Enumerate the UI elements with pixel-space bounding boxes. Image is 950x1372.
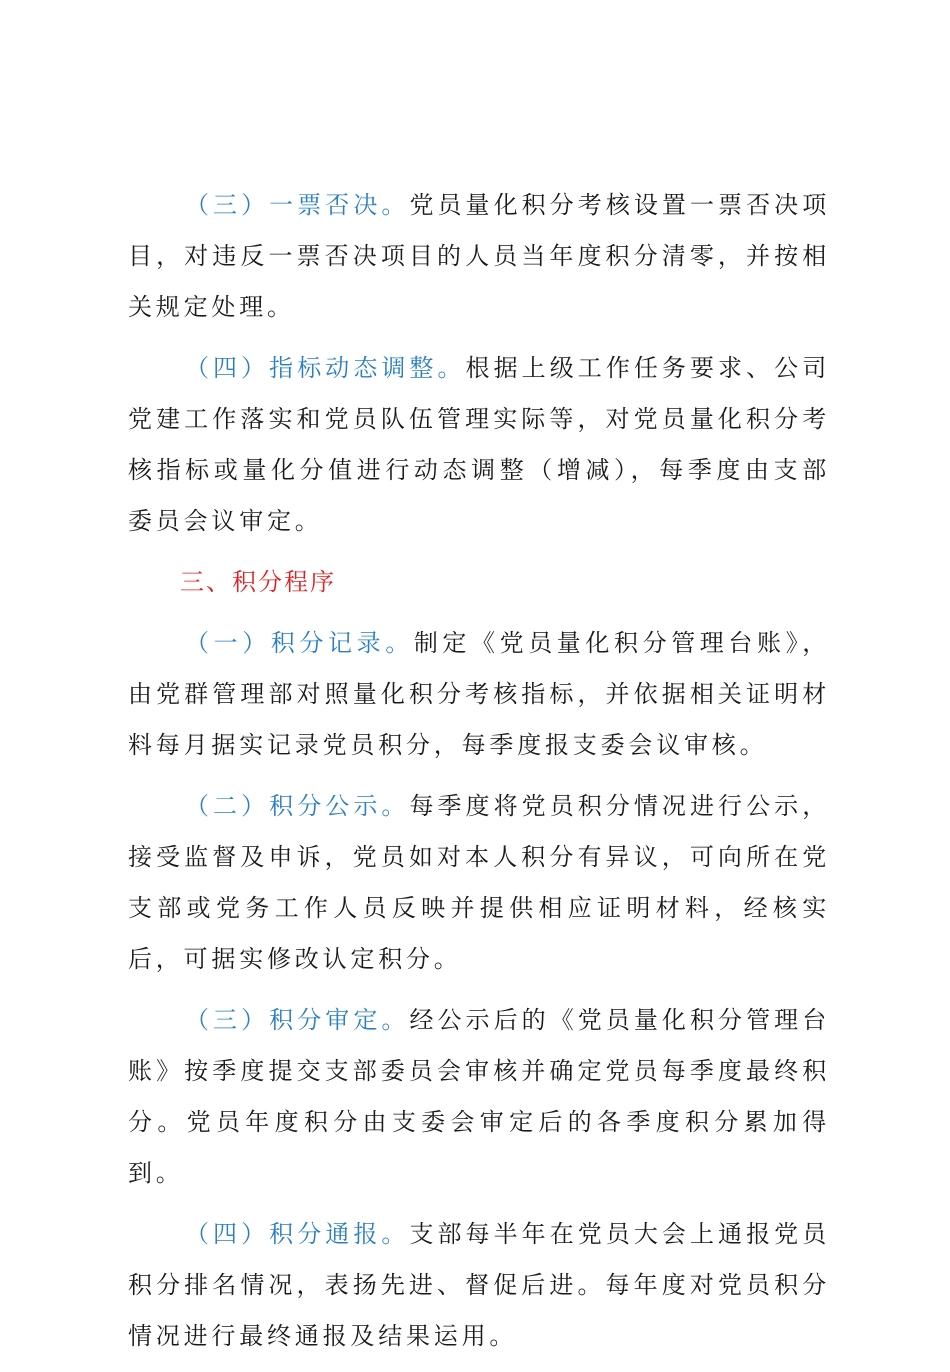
paragraph-veto xyxy=(128,180,830,333)
paragraph-body: 经公示后的《党员量化积分管理台账》按季度提交支部委员会审核并确定党员每季度最终积分。党员年度积分由支委会审定后的各季度积分累加得到。 xyxy=(128,1006,830,1187)
paragraph-lead: （四）积分通报。 xyxy=(185,1220,410,1248)
paragraph-lead: （一）积分记录。 xyxy=(185,629,414,657)
paragraph-body: 党员量化积分考核设置一票否决项目，对违反一票否决项目的人员当年度积分清零，并按相关规定处理。 xyxy=(128,191,830,321)
paragraph-points-report xyxy=(128,1209,830,1362)
paragraph-lead: （二）积分公示。 xyxy=(185,792,410,820)
paragraph-points-approval xyxy=(128,995,830,1199)
paragraph-body: 每季度将党员积分情况进行公示，接受监督及申诉，党员如对本人积分有异议，可向所在党支部或党务工作人员反映并提供相应证明材料，经核实后，可据实修改认定积分。 xyxy=(128,792,830,973)
paragraph-body: 支部每半年在党员大会上通报党员积分排名情况，表扬先进、督促后进。每年度对党员积分情况进行最终通报及结果运用。 xyxy=(128,1220,830,1350)
section-heading: 三、积分程序 xyxy=(180,568,336,596)
paragraph-lead: （三）积分审定。 xyxy=(185,1006,410,1034)
paragraph-points-publicity xyxy=(128,781,830,985)
paragraph-points-record xyxy=(128,618,830,771)
paragraph-lead: （三）一票否决。 xyxy=(185,191,410,219)
document-page xyxy=(128,180,830,1372)
paragraph-lead: （四）指标动态调整。 xyxy=(185,354,466,382)
paragraph-body: 根据上级工作任务要求、公司党建工作落实和党员队伍管理实际等，对党员量化积分考核指标或量化分值进行动态调整（增减），每季度由支部委员会议审定。 xyxy=(128,354,830,535)
paragraph-dynamic-adjustment xyxy=(128,343,830,547)
paragraph-body: 制定《党员量化积分管理台账》，由党群管理部对照量化积分考核指标，并依据相关证明材料每月据实记录党员积分，每季度报支委会议审核。 xyxy=(128,629,831,759)
